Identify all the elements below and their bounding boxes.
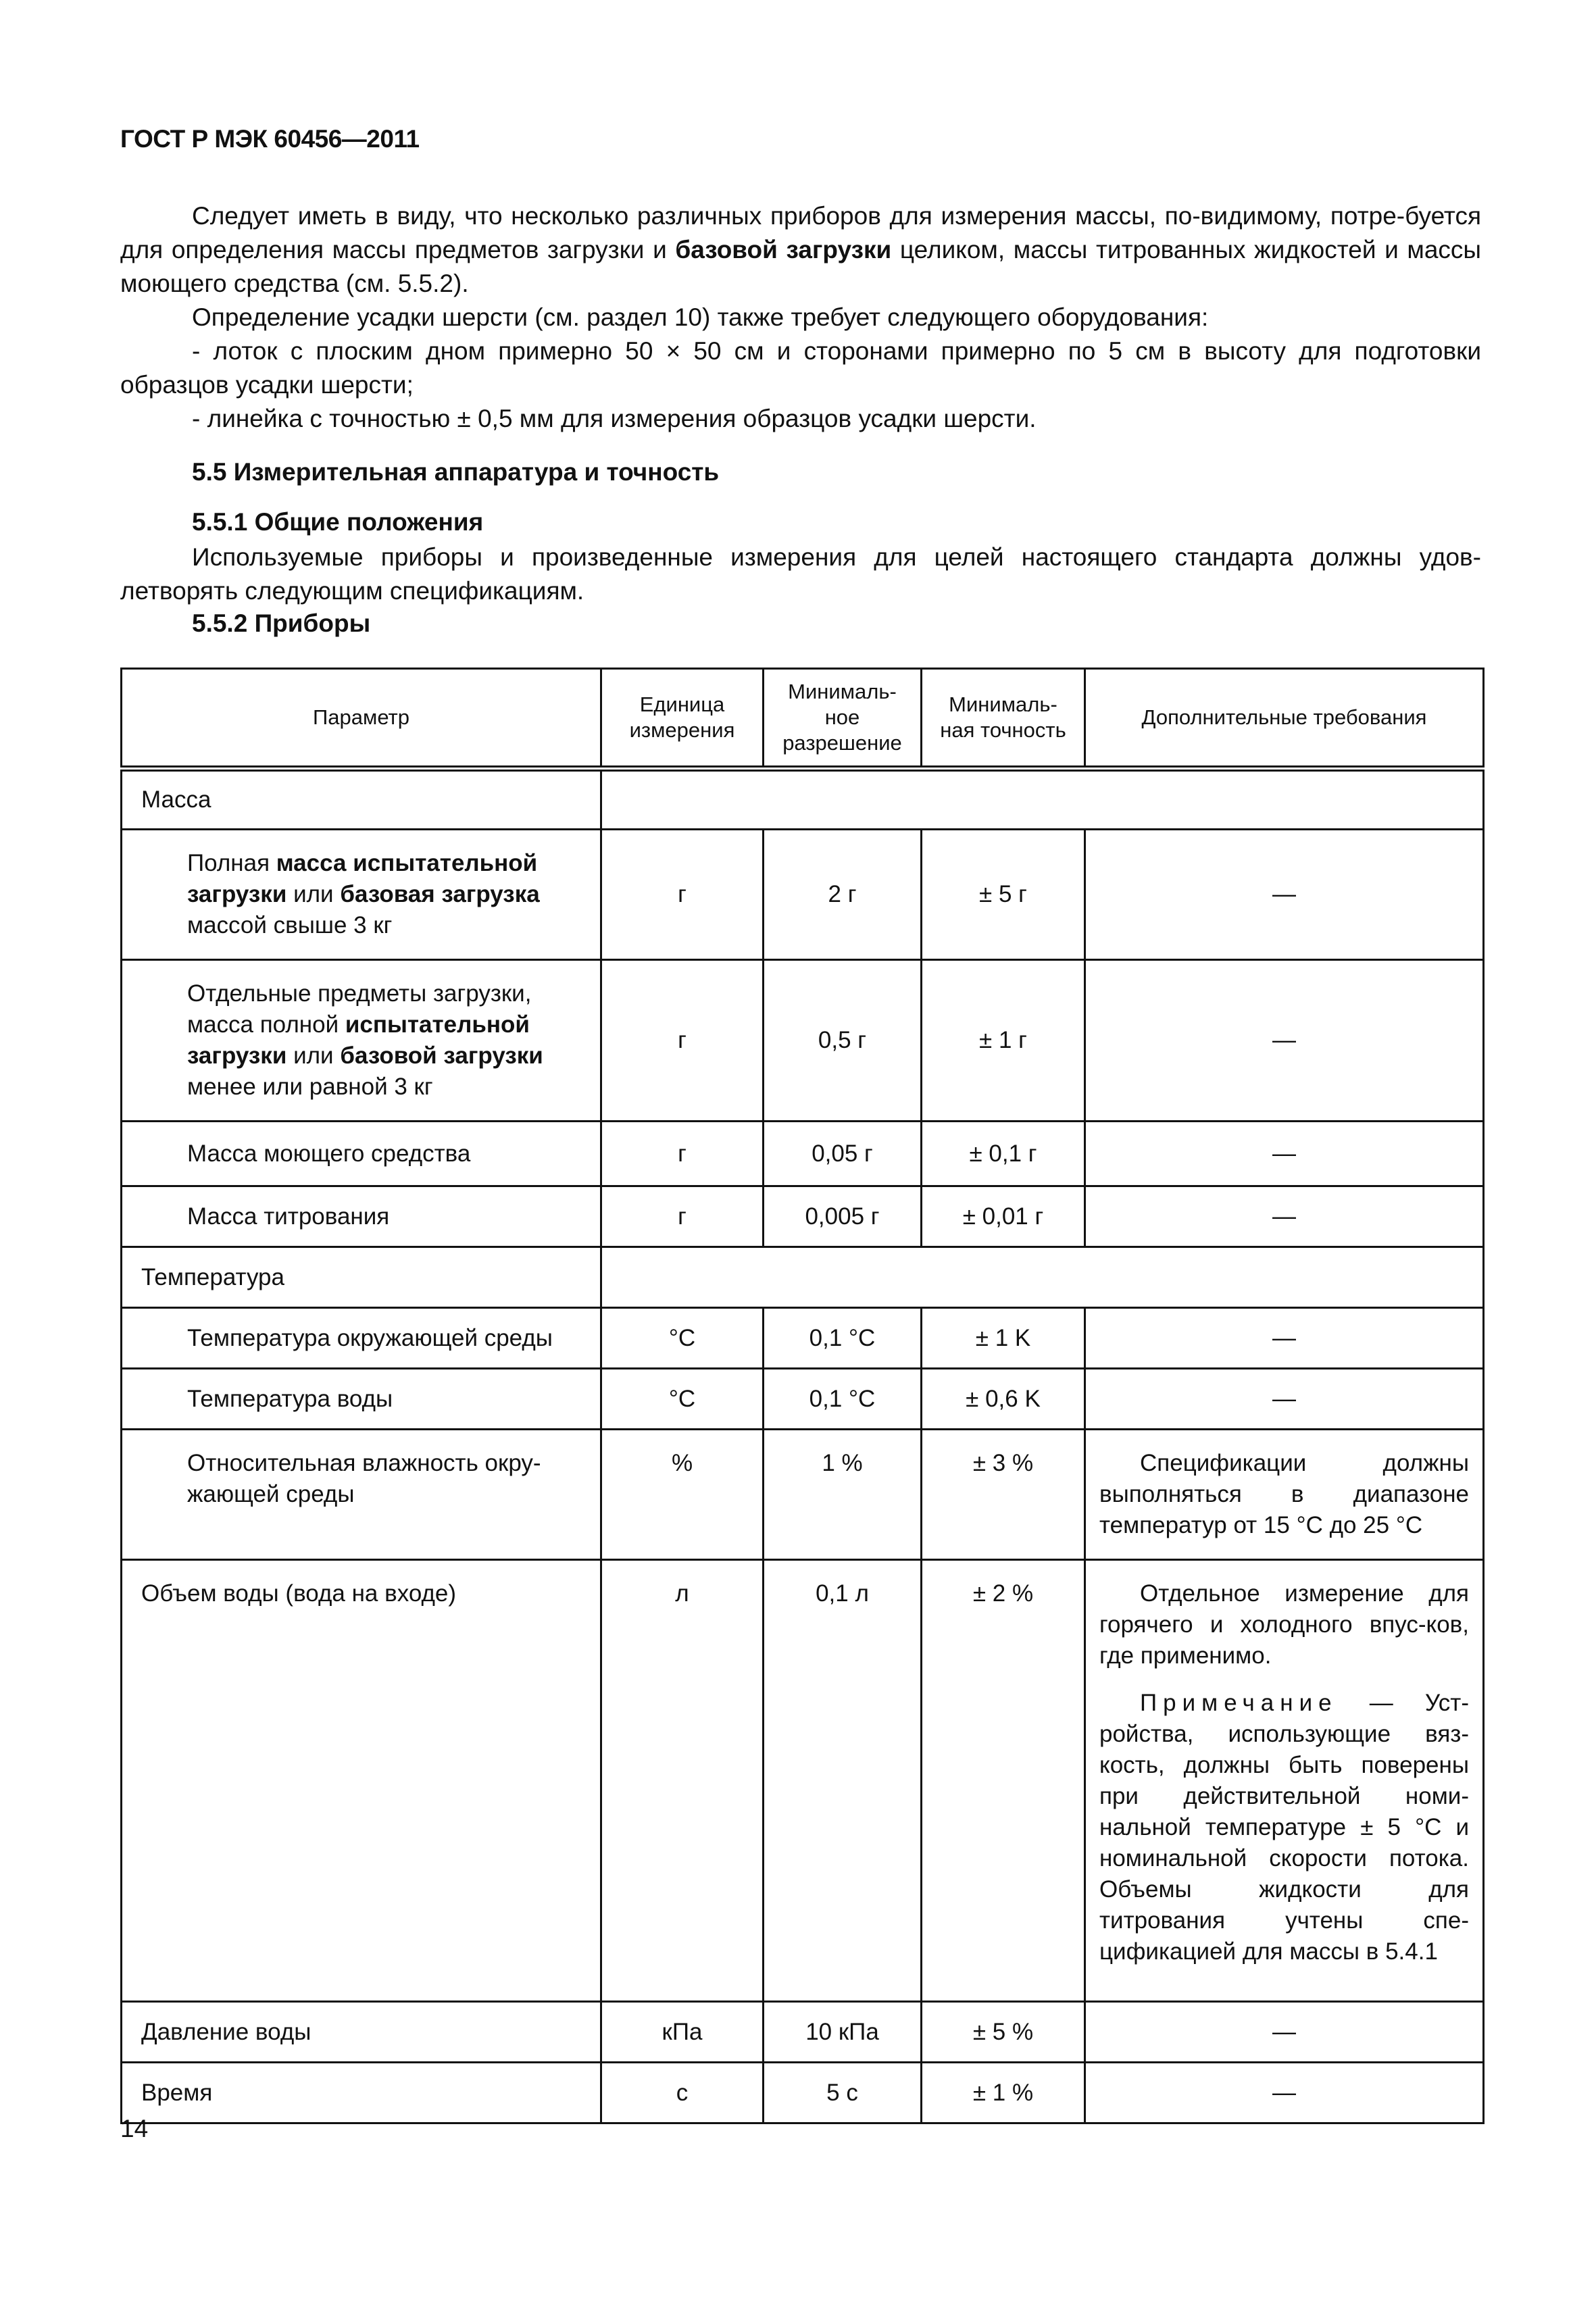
row-accuracy: ± 5 г xyxy=(922,830,1085,960)
row-extra xyxy=(1085,1560,1484,2002)
row-unit: кПа xyxy=(601,2002,764,2063)
table-note xyxy=(1099,1688,1469,1967)
row-accuracy: ± 1 K xyxy=(922,1308,1085,1369)
row-resolution: 0,1 °C xyxy=(764,1369,922,1430)
row-resolution: 0,05 г xyxy=(764,1122,922,1186)
header-accuracy: Минималь-ная точность xyxy=(922,669,1085,769)
instruments-table xyxy=(120,668,1485,2124)
header-parameter: Параметр xyxy=(122,669,601,769)
row-unit: г xyxy=(601,1186,764,1247)
row-accuracy: ± 2 % xyxy=(922,1560,1085,2002)
row-unit: °C xyxy=(601,1308,764,1369)
row-accuracy: ± 3 % xyxy=(922,1430,1085,1560)
row-extra: — xyxy=(1085,2063,1484,2123)
page-number: 14 xyxy=(120,2115,149,2142)
row-extra-text: Отдельное измерение для горячего и холодного впус-ков, где применимо. xyxy=(1099,1580,1469,1669)
intro-paragraph-1: Следует иметь в виду, что несколько различных приборов для измерения массы, по-видимому, потре-буется для определения массы предметов загрузки и базовой загрузки целиком, массы титрованных жидкостей и массы моющего средства (см. 5.5.2). xyxy=(120,202,1482,297)
table-header-row xyxy=(122,669,1484,769)
row-resolution: 5 с xyxy=(764,2063,922,2123)
row-parameter: Давление воды xyxy=(122,2002,601,2063)
row-extra: — xyxy=(1085,2002,1484,2063)
header-resolution: Минималь-ное разрешение xyxy=(764,669,922,769)
table-row xyxy=(122,1186,1484,1247)
row-unit: л xyxy=(601,1560,764,2002)
row-parameter: Температура окружающей среды xyxy=(122,1308,601,1369)
row-parameter: Объем воды (вода на входе) xyxy=(122,1560,601,2002)
table-row-temperature-group xyxy=(122,1247,1484,1308)
intro-list-item-tray: - лоток с плоским дном примерно 50 × 50 см и сторонами примерно по 5 см в высоту для подготовки образцов усадки шерсти; xyxy=(120,337,1481,399)
row-accuracy: ± 1 % xyxy=(922,2063,1085,2123)
row-unit: °C xyxy=(601,1369,764,1430)
row-accuracy: ± 0,6 K xyxy=(922,1369,1085,1430)
row-extra: Спецификации должны выполняться в диапазоне температур от 15 °C до 25 °C xyxy=(1085,1430,1484,1560)
row-extra: — xyxy=(1085,830,1484,960)
row-extra: — xyxy=(1085,1122,1484,1186)
document-code-header: ГОСТ Р МЭК 60456—2011 xyxy=(120,125,420,153)
row-resolution: 1 % xyxy=(764,1430,922,1560)
row-accuracy: ± 1 г xyxy=(922,960,1085,1122)
row-accuracy: ± 5 % xyxy=(922,2002,1085,2063)
row-extra: — xyxy=(1085,960,1484,1122)
row-parameter: Полная масса испытательной загрузки или базовая загрузка массой свыше 3 кг xyxy=(122,830,601,960)
table-row xyxy=(122,1308,1484,1369)
row-resolution: 2 г xyxy=(764,830,922,960)
table-row xyxy=(122,1430,1484,1560)
row-unit: г xyxy=(601,1122,764,1186)
intro-list-item-ruler: - линейка с точностью ± 0,5 мм для измерения образцов усадки шерсти. xyxy=(192,405,1037,432)
intro-text xyxy=(120,199,1481,436)
row-unit: % xyxy=(601,1430,764,1560)
row-accuracy: ± 0,01 г xyxy=(922,1186,1085,1247)
section-heading-5-5-1: 5.5.1 Общие положения xyxy=(192,508,484,536)
group-label-mass: Масса xyxy=(122,769,601,830)
table-row xyxy=(122,1369,1484,1430)
row-accuracy: ± 0,1 г xyxy=(922,1122,1085,1186)
row-parameter: Масса титрования xyxy=(122,1186,601,1247)
note-label: Примечание xyxy=(1140,1690,1338,1716)
table-row xyxy=(122,1122,1484,1186)
table-row-mass-group xyxy=(122,769,1484,830)
row-parameter: Время xyxy=(122,2063,601,2123)
row-parameter: Температура воды xyxy=(122,1369,601,1430)
table-row xyxy=(122,1560,1484,2002)
table-row xyxy=(122,830,1484,960)
row-parameter: Относительная влажность окру-жающей среды xyxy=(122,1430,601,1560)
row-resolution: 0,1 л xyxy=(764,1560,922,2002)
row-parameter: Отдельные предметы загрузки, масса полной испытательной загрузки или базовой загрузки менее или равной 3 кг xyxy=(122,960,601,1122)
table-row xyxy=(122,2002,1484,2063)
note-text: — Уст-ройства, использующие вяз-кость, должны быть поверены при действительной номи-нальной температуре ± 5 °C и номинальной скорости потока. Объемы жидкости для титрования учтены спе-цификацией для массы в 5.4.1 xyxy=(1099,1690,1469,1965)
row-unit: г xyxy=(601,960,764,1122)
section-5-5-1-text: Используемые приборы и произведенные измерения для целей настоящего стандарта должны удов-летворять следующим спецификациям. xyxy=(120,543,1481,605)
section-heading-5-5: 5.5 Измерительная аппаратура и точность xyxy=(192,458,720,486)
row-extra: — xyxy=(1085,1369,1484,1430)
table-row xyxy=(122,2063,1484,2123)
row-extra: — xyxy=(1085,1308,1484,1369)
table-row xyxy=(122,960,1484,1122)
group-label-temperature: Температура xyxy=(122,1247,601,1308)
row-resolution: 10 кПа xyxy=(764,2002,922,2063)
row-resolution: 0,005 г xyxy=(764,1186,922,1247)
header-unit: Единица измерения xyxy=(601,669,764,769)
section-heading-5-5-2: 5.5.2 Приборы xyxy=(192,609,371,637)
row-resolution: 0,5 г xyxy=(764,960,922,1122)
row-unit: с xyxy=(601,2063,764,2123)
intro-paragraph-2: Определение усадки шерсти (см. раздел 10) также требует следующего оборудования: xyxy=(192,303,1209,331)
row-extra: — xyxy=(1085,1186,1484,1247)
header-extra-requirements: Дополнительные требования xyxy=(1085,669,1484,769)
row-resolution: 0,1 °C xyxy=(764,1308,922,1369)
row-parameter: Масса моющего средства xyxy=(122,1122,601,1186)
row-unit: г xyxy=(601,830,764,960)
